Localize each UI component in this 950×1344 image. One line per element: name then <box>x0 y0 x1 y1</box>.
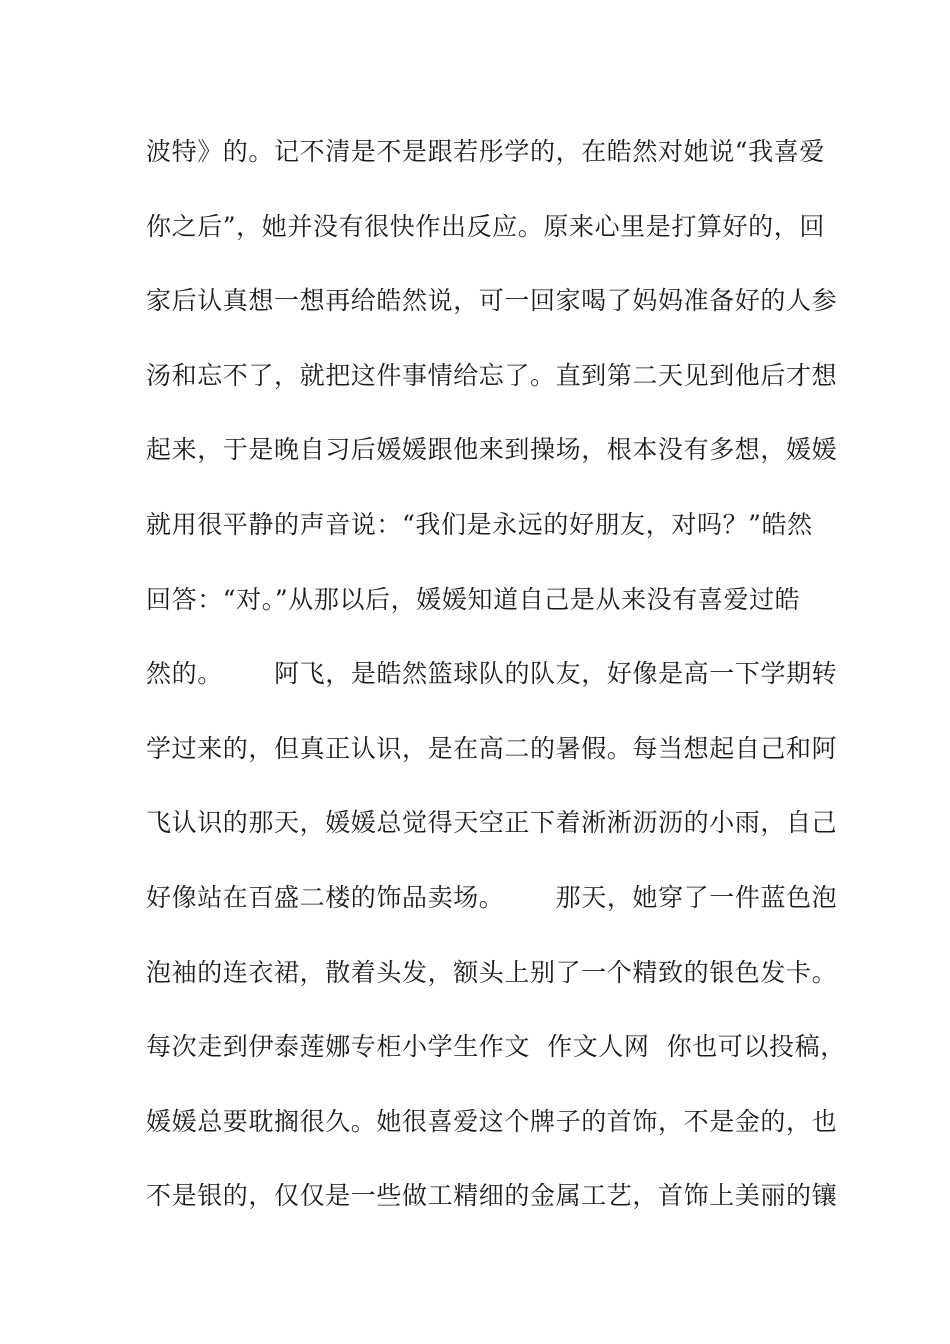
text-line: 然的。 阿飞，是皓然篮球队的队友，好像是高一下学期转 <box>146 659 838 689</box>
text-line: 就用很平静的声音说：“我们是永远的好朋友，对吗？”皓然 <box>146 509 813 539</box>
text-line: 飞认识的那天，媛媛总觉得天空正下着淅淅沥沥的小雨，自己 <box>146 808 838 838</box>
text-line: 媛媛总要耽搁很久。她很喜爱这个牌子的首饰，不是金的，也 <box>146 1106 838 1136</box>
text-line: 不是银的，仅仅是一些做工精细的金属工艺，首饰上美丽的镶 <box>146 1181 838 1211</box>
text-line: 好像站在百盛二楼的饰品卖场。 那天，她穿了一件蓝色泡 <box>146 882 838 912</box>
text-line: 波特》的。记不清是不是跟若彤学的，在皓然对她说“我喜爱 <box>146 137 825 166</box>
text-line: 回答：“对。”从那以后，媛媛知道自己是从来没有喜爱过皓 <box>146 584 801 614</box>
text-line: 起来，于是晚自习后媛媛跟他来到操场，根本没有多想，媛媛 <box>146 435 838 465</box>
text-line: 学过来的，但真正认识，是在高二的暑假。每当想起自己和阿 <box>146 733 838 763</box>
text-line: 每次走到伊泰莲娜专柜小学生作文 作文人网 你也可以投稿， <box>146 1032 846 1062</box>
text-line: 家后认真想一想再给皓然说，可一回家喝了妈妈准备好的人参 <box>146 286 838 316</box>
text-line: 泡袖的连衣裙，散着头发，额头上别了一个精致的银色发卡。 <box>146 957 838 987</box>
text-line: 你之后”，她并没有很快作出反应。原来心里是打算好的，回 <box>146 211 825 241</box>
document-body <box>146 130 846 1249</box>
text-line: 汤和忘不了，就把这件事情给忘了。直到第二天见到他后才想 <box>146 360 838 390</box>
